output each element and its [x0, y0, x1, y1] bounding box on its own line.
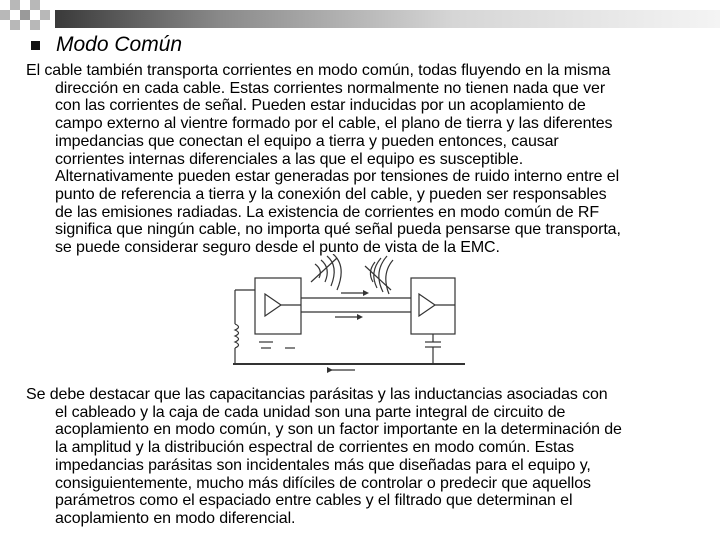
title-gradient-bar: [55, 10, 720, 28]
radiated-field-right: [365, 256, 393, 294]
text-line: dirección en cada cable. Estas corrientes normalmente no tienen nada que ver: [55, 79, 606, 97]
text-line: significa que ningún cable, no importa qué señal pueda pensarse que transporta,: [55, 221, 621, 239]
text-line: con las corrientes de señal. Pueden estar inducidas por un acoplamiento de: [55, 97, 586, 115]
text-line: campo externo al vientre formado por el cable, el plano de tierra y las diferentes: [55, 115, 613, 133]
text-line: parámetros como el espaciado entre cables y el filtrado que determinan el: [55, 492, 573, 510]
checker-decoration: [0, 0, 60, 30]
text-line: acoplamiento en modo común, y son un factor importante en la determinación de: [55, 421, 622, 439]
paragraph-common-mode: [26, 62, 714, 257]
text-line: El cable también transporta corrientes en modo común, todas fluyendo en la misma: [26, 62, 611, 79]
text-line: impedancias que conectan el equipo a tierra y pueden entonces, causar: [55, 132, 559, 150]
left-equipment-box: [255, 278, 301, 334]
left-amplifier-icon: [265, 294, 281, 316]
text-line: consiguientemente, mucho más difíciles de controlar o predecir que aquellos: [55, 474, 591, 492]
text-line: Alternativamente pueden estar generadas por tensiones de ruido interno entre el: [55, 168, 620, 186]
square-bullet-icon: [31, 41, 40, 50]
text-line: impedancias parásitas son incidentales más que diseñadas para el equipo y,: [55, 456, 591, 474]
text-line: la amplitud y la distribución espectral de corrientes en modo común. Estas: [55, 439, 575, 457]
text-line: de las emisiones radiadas. La existencia de corrientes en modo común de RF: [55, 203, 600, 221]
slide-title: Modo Común: [56, 33, 183, 56]
right-amplifier-icon: [419, 294, 435, 316]
cable-pair: [301, 298, 411, 312]
text-line: corrientes internas diferenciales a las que el equipo es susceptible.: [55, 150, 524, 168]
paragraph-parasitic-impedances: [26, 386, 714, 528]
text-line: se puede considerar seguro desde el punto de vista de la EMC.: [55, 239, 500, 257]
text-line: el cableado y la caja de cada unidad son una parte integral de circuito de: [55, 403, 566, 421]
common-mode-coupling-diagram: [215, 254, 475, 376]
text-line: punto de referencia a tierra y la conexión del cable, y pueden ser responsables: [55, 185, 607, 203]
stray-inductance-icon: [235, 324, 239, 348]
text-line: Se debe destacar que las capacitancias parásitas y las inductancias asociadas con: [26, 386, 608, 403]
radiated-field-left: [311, 254, 341, 290]
text-line: acoplamiento en modo diferencial.: [55, 509, 296, 527]
